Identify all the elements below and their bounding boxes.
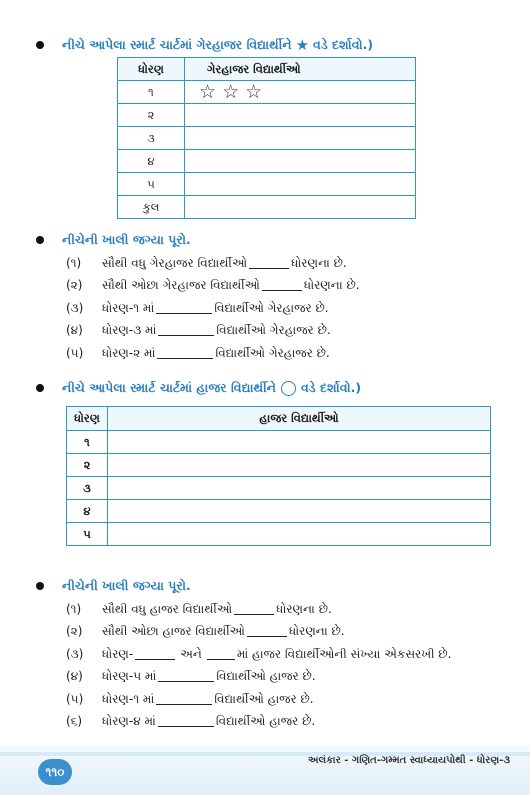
table-row — [118, 150, 416, 173]
absent-input-cell[interactable] — [185, 104, 416, 127]
answer-blank[interactable] — [156, 694, 212, 705]
book-title: અલંકાર - ગણિત-ગમ્મત સ્વાધ્યાયપોથી - ધોરણ-૩ — [308, 755, 510, 766]
answer-blank[interactable] — [249, 258, 289, 269]
total-cell: કુલ — [118, 196, 185, 219]
list-item — [66, 252, 360, 275]
section3-heading — [40, 380, 361, 396]
list-item — [66, 621, 451, 644]
question-text: ધોરણ- — [102, 646, 134, 661]
std-cell: ૪ — [118, 150, 185, 173]
answer-blank[interactable] — [262, 280, 302, 291]
absent-stars-cell[interactable]: ☆ ☆ ☆ — [185, 81, 416, 104]
question-text: ધોરણ-૪ માં — [102, 714, 156, 729]
question-text: સૌથી ઓછા ગેરહાજર વિદ્યાર્થીઓ — [102, 278, 260, 293]
section3-heading-text: નીચે આપેલા સ્માર્ટ ચાર્ટમાં હાજર વિદ્યાર્થીને — [62, 380, 276, 395]
question-number: (૫) — [66, 691, 84, 706]
present-students-table — [66, 406, 491, 546]
table-header-present: હાજર વિદ્યાર્થીઓ — [108, 407, 491, 431]
present-input-cell[interactable] — [108, 477, 491, 500]
std-cell: ૧ — [118, 81, 185, 104]
list-item — [66, 666, 451, 689]
std-cell: ૩ — [118, 127, 185, 150]
question-number: (૨) — [66, 624, 83, 639]
table-row — [118, 127, 416, 150]
section1-heading-text: નીચે આપેલા સ્માર્ટ ચાર્ટમાં ગેરહાજર વિદ્યાર્થીને — [62, 37, 292, 52]
present-input-cell[interactable] — [108, 523, 491, 546]
question-number: (૪) — [66, 669, 83, 684]
absent-input-cell[interactable] — [185, 150, 416, 173]
list-item — [66, 342, 360, 365]
section4-questions — [66, 598, 451, 733]
list-item — [66, 320, 360, 343]
bullet-icon — [36, 41, 44, 49]
question-text: અને — [180, 646, 202, 661]
table-header-std: ધોરણ — [67, 407, 108, 431]
question-text: વિદ્યાર્થીઓ ગેરહાજર છે. — [215, 345, 330, 360]
question-number: (૪) — [66, 323, 83, 338]
list-item — [66, 711, 451, 734]
table-row — [118, 104, 416, 127]
page-number: ૧૧૦ — [38, 759, 72, 785]
answer-blank[interactable] — [234, 604, 274, 615]
table-row — [118, 173, 416, 196]
section4-heading — [40, 578, 191, 594]
table-row — [67, 523, 491, 546]
answer-blank[interactable] — [207, 649, 235, 660]
circle-icon — [281, 381, 296, 396]
std-cell: ૩ — [67, 477, 108, 500]
question-text: ધોરણ-૧ માં — [102, 300, 155, 315]
question-text: ધોરણના છે. — [288, 624, 345, 639]
table-row — [67, 500, 491, 523]
question-number: (૧) — [66, 601, 82, 616]
section1-heading-end: વડે દર્શાવો.) — [313, 37, 374, 52]
list-item — [66, 643, 451, 666]
question-number: (૩) — [66, 300, 84, 315]
table-row — [67, 454, 491, 477]
question-text: સૌથી વધુ હાજર વિદ્યાર્થીઓ — [102, 601, 233, 616]
question-text: વિદ્યાર્થીઓ હાજર છે. — [215, 714, 316, 729]
absent-students-table — [117, 57, 416, 219]
star-icon: ★ — [295, 36, 310, 54]
question-number: (૧) — [66, 255, 82, 270]
std-cell: ૫ — [67, 523, 108, 546]
question-text: વિદ્યાર્થીઓ ગેરહાજર છે. — [214, 300, 329, 315]
section2-questions — [66, 252, 360, 365]
table-row — [67, 431, 491, 454]
table-row — [118, 196, 416, 219]
present-input-cell[interactable] — [108, 454, 491, 477]
table-header-absent: ગેરહાજર વિદ્યાર્થીઓ — [185, 58, 416, 81]
absent-total-input-cell[interactable] — [185, 196, 416, 219]
section3-heading-end: વડે દર્શાવો.) — [301, 380, 362, 395]
absent-input-cell[interactable] — [185, 127, 416, 150]
table-header-std: ધોરણ — [118, 58, 185, 81]
bullet-icon — [36, 384, 44, 392]
list-item — [66, 275, 360, 298]
std-cell: ૨ — [118, 104, 185, 127]
present-input-cell[interactable] — [108, 431, 491, 454]
bullet-icon — [36, 236, 44, 244]
answer-blank[interactable] — [156, 303, 212, 314]
answer-blank[interactable] — [135, 649, 175, 660]
question-text: ધોરણના છે. — [276, 601, 332, 616]
question-number: (૩) — [66, 646, 84, 661]
question-text: ધોરણ-૫ માં — [102, 669, 157, 684]
question-text: સૌથી વધુ ગેરહાજર વિદ્યાર્થીઓ — [102, 255, 248, 270]
std-cell: ૪ — [67, 500, 108, 523]
list-item — [66, 297, 360, 320]
section2-heading — [40, 232, 191, 248]
question-number: (૬) — [66, 714, 83, 729]
question-text: વિદ્યાર્થીઓ ગેરહાજર છે. — [216, 323, 331, 338]
answer-blank[interactable] — [247, 626, 287, 637]
answer-blank[interactable] — [158, 325, 214, 336]
question-text: વિદ્યાર્થીઓ હાજર છે. — [216, 669, 316, 684]
absent-input-cell[interactable] — [185, 173, 416, 196]
answer-blank[interactable] — [158, 716, 214, 727]
question-number: (૫) — [66, 345, 84, 360]
question-text: વિદ્યાર્થીઓ હાજર છે. — [214, 691, 314, 706]
question-text: ધોરણના છે. — [303, 278, 360, 293]
answer-blank[interactable] — [157, 348, 213, 359]
std-cell: ૧ — [67, 431, 108, 454]
std-cell: ૨ — [67, 454, 108, 477]
list-item — [66, 688, 451, 711]
question-text: ધોરણ-૧ માં — [102, 691, 155, 706]
question-text: ધોરણ-૩ માં — [102, 323, 157, 338]
question-text: ધોરણ-૨ માં — [102, 345, 156, 360]
section1-heading — [40, 36, 373, 54]
section4-heading-text: નીચેની ખાલી જગ્યા પૂરો. — [62, 578, 191, 593]
bullet-icon — [36, 582, 44, 590]
section2-heading-text: નીચેની ખાલી જગ્યા પૂરો. — [62, 232, 191, 247]
table-row — [67, 477, 491, 500]
answer-blank[interactable] — [158, 671, 214, 682]
question-text: સૌથી ઓછા હાજર વિદ્યાર્થીઓ — [102, 624, 245, 639]
question-text: માં હાજર વિદ્યાર્થીઓની સંખ્યા એકસરખી છે. — [236, 646, 452, 661]
table-row — [118, 81, 416, 104]
std-cell: ૫ — [118, 173, 185, 196]
list-item — [66, 598, 451, 621]
question-number: (૨) — [66, 278, 83, 293]
question-text: ધોરણના છે. — [291, 255, 347, 270]
present-input-cell[interactable] — [108, 500, 491, 523]
